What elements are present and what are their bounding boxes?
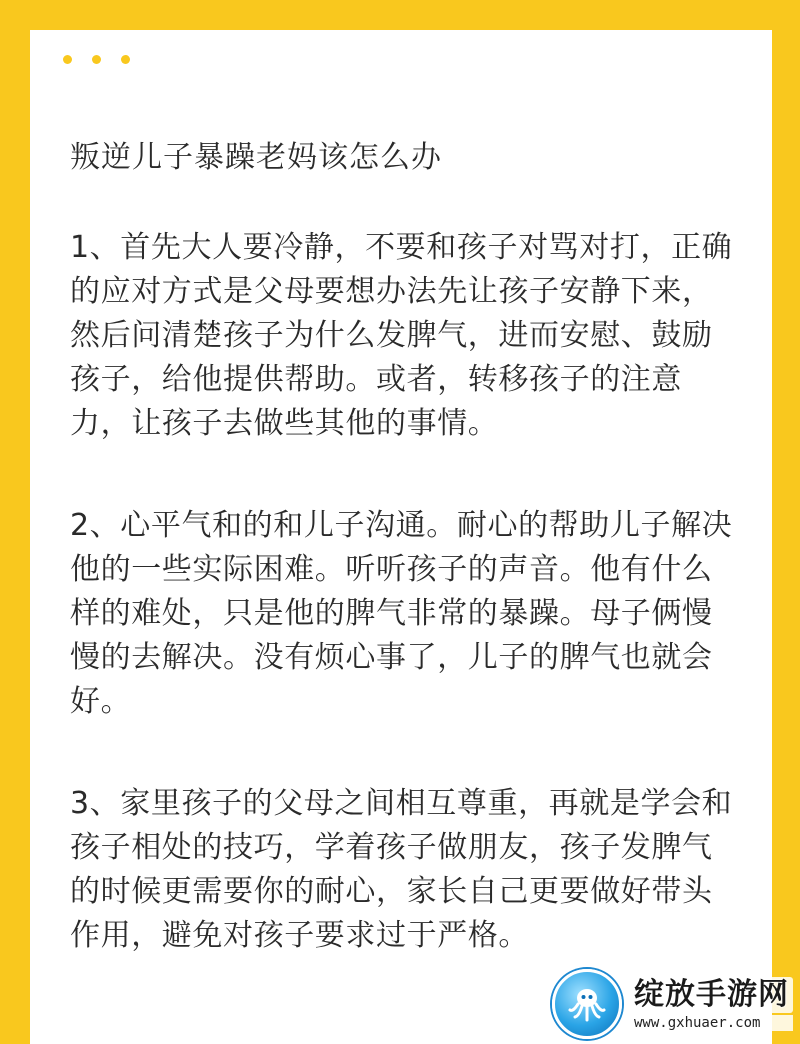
decorative-dots [63, 55, 130, 64]
dot-icon [92, 55, 101, 64]
article-paragraph-1: 1、首先大人要冷静，不要和孩子对骂对打，正确的应对方式是父母要想办法先让孩子安静下来，然后问清楚孩子为什么发脾气，进而安慰、鼓励孩子，给他提供帮助。或者，转移孩子的注意力，让孩子去做些其他的事情。 [70, 230, 733, 441]
article-card [30, 30, 772, 1044]
article-paragraph-2: 2、心平气和的和儿子沟通。耐心的帮助儿子解决他的一些实际困难。听听孩子的声音。他有什么样的难处，只是他的脾气非常的暴躁。母子俩慢慢的去解决。没有烦心事了，儿子的脾气也就会好。 [70, 508, 733, 719]
site-watermark [552, 964, 800, 1044]
dot-icon [121, 55, 130, 64]
article-paragraph-3: 3、家里孩子的父母之间相互尊重，再就是学会和孩子相处的技巧，学着孩子做朋友，孩子发脾气的时候更需要你的耐心，家长自己更要做好带头作用，避免对孩子要求过于严格。 [70, 786, 733, 953]
octopus-logo-icon [552, 969, 622, 1039]
watermark-url: www.gxhuaer.com [630, 1015, 793, 1031]
dot-icon [63, 55, 72, 64]
watermark-name: 绽放手游网 [630, 977, 793, 1013]
article-title: 叛逆儿子暴躁老妈该怎么办 [70, 140, 442, 175]
